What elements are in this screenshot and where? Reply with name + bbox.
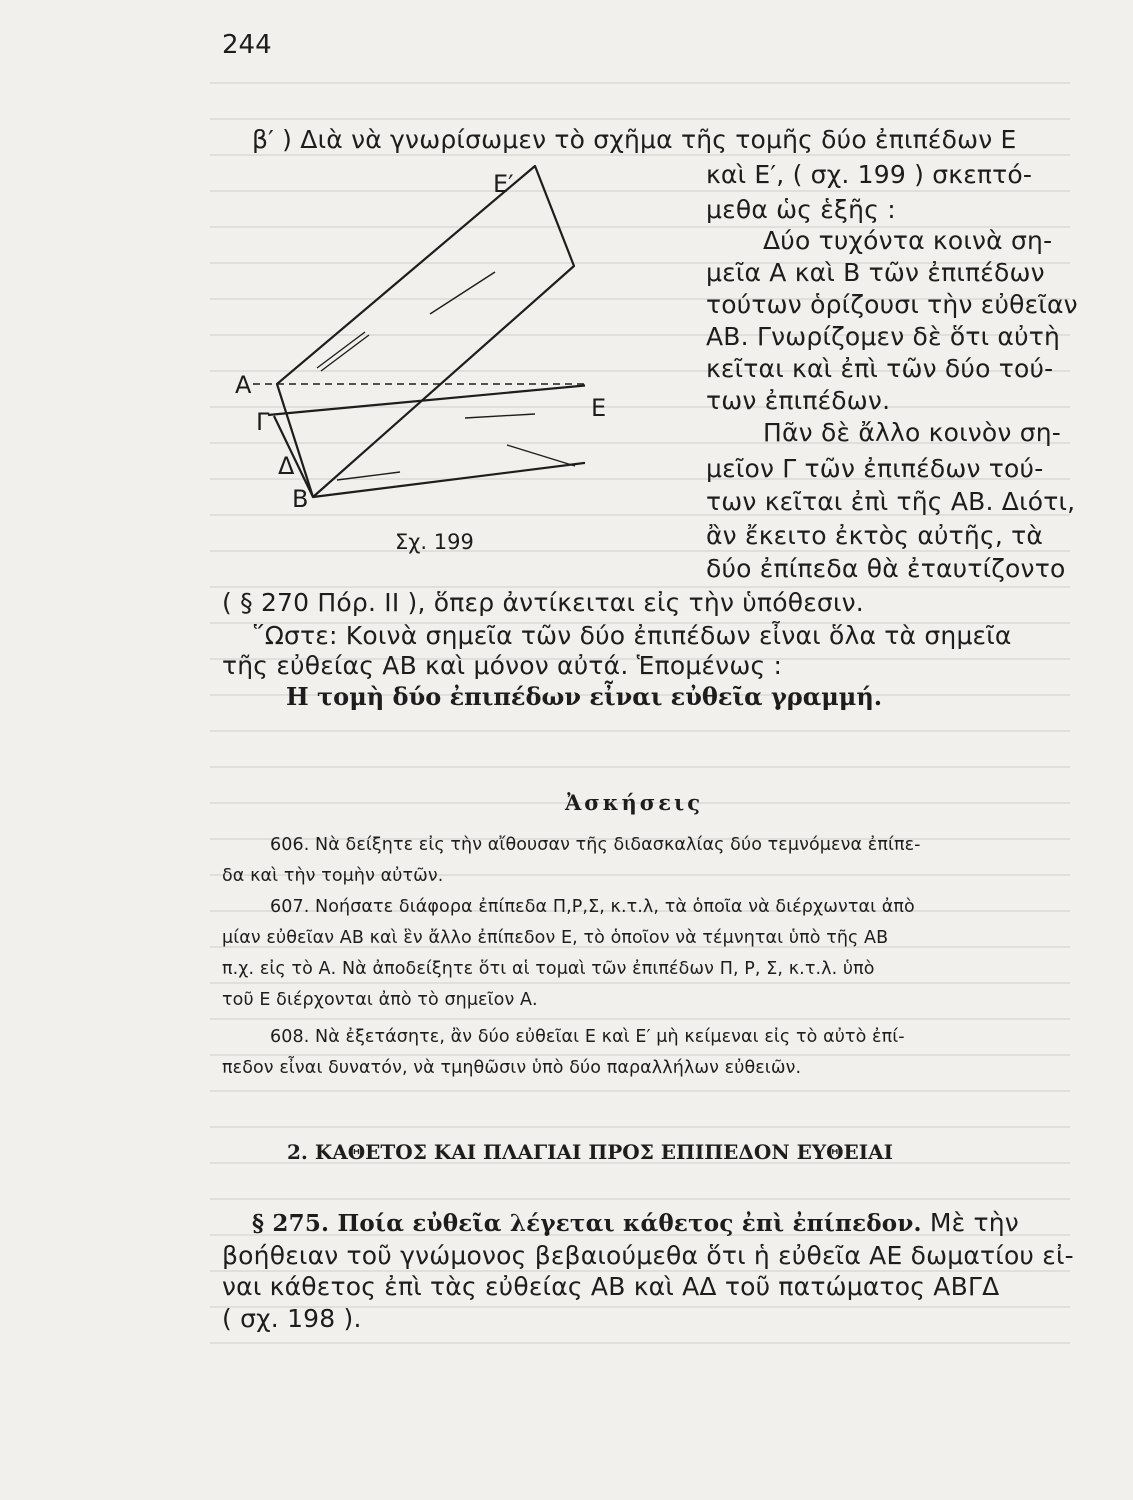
conclusion-statement: Η τομὴ δύο ἐπιπέδων εἶναι εὐθεῖα γραμμή. <box>286 682 883 711</box>
label-g: Γ <box>256 408 270 436</box>
continuation-line-2: ῞Ωστε: Κοινὰ σημεῖα τῶν δύο ἐπιπέδων εἶναι ὅλα τὰ σημεῖα <box>252 621 1012 650</box>
hatch-mark-1 <box>317 332 365 368</box>
intro-line-13: ἂν ἔκειτο ἐκτὸς αὐτῆς, τὰ <box>706 521 1044 550</box>
intro-line-7: ΑΒ. Γνωρίζομεν δὲ ὅτι αὐτὴ <box>706 322 1061 351</box>
intro-line-2: καὶ Ε′, ( σχ. 199 ) σκεπτό- <box>706 160 1033 189</box>
exercise-608-line-1: 608. Νὰ ἐξετάσητε, ἂν δύο εὐθεῖαι Ε καὶ Ε′ μὴ κείμεναι εἰς τὸ αὐτὸ ἐπί- <box>270 1027 905 1047</box>
exercise-606-line-2: δα καὶ τὴν τομὴν αὐτῶν. <box>222 866 444 886</box>
intro-line-8: κεῖται καὶ ἐπὶ τῶν δύο τού- <box>706 354 1054 383</box>
exercises-title: Ἀσκήσεις <box>565 790 703 815</box>
page-number: 244 <box>222 30 272 60</box>
exercise-607-line-4: τοῦ Ε διέρχονται ἀπὸ τὸ σημεῖον Α. <box>222 990 538 1010</box>
intro-line-3: μεθα ὡς ἑξῆς : <box>706 195 896 224</box>
hatch-mark-6 <box>337 472 400 480</box>
section-275-lead: Μὲ τὴν <box>929 1208 1019 1237</box>
exercise-607-line-2: μίαν εὐθεῖαν ΑΒ καὶ ἓν ἄλλο ἐπίπεδον Ε, τὸ ὁποῖον νὰ τέμνηται ὑπὸ τῆς ΑΒ <box>222 928 889 948</box>
intro-line-6: τούτων ὁρίζουσι τὴν εὐθεῖαν <box>706 290 1078 319</box>
section-275-line-2: βοήθειαν τοῦ γνώμονος βεβαιούμεθα ὅτι ἡ εὐθεῖα ΑΕ δωματίου εἰ- <box>222 1241 1074 1270</box>
section-275-line-4: ( σχ. 198 ). <box>222 1304 362 1333</box>
hatch-mark-5 <box>507 445 575 466</box>
hatch-mark-3 <box>430 272 495 314</box>
label-d: Δ <box>278 452 295 480</box>
exercise-608-line-2: πεδον εἶναι δυνατόν, νὰ τμηθῶσιν ὑπὸ δύο παραλλήλων εὐθειῶν. <box>222 1058 802 1078</box>
continuation-line-1: ( § 270 Πόρ. ΙΙ ), ὅπερ ἀντίκειται εἰς τὴν ὑπόθεσιν. <box>222 588 864 617</box>
exercise-606-line-1: 606. Νὰ δείξητε εἰς τὴν αἴθουσαν τῆς διδασκαλίας δύο τεμνόμενα ἐπίπε- <box>270 835 921 855</box>
label-e: Ε <box>591 394 607 422</box>
intro-line-9: των ἐπιπέδων. <box>706 386 891 415</box>
intro-line-10: Πᾶν δὲ ἄλλο κοινὸν ση- <box>763 418 1062 447</box>
plane-e-prime-outline <box>277 166 574 497</box>
intro-line-12: των κεῖται ἐπὶ τῆς ΑΒ. Διότι, <box>706 487 1076 516</box>
section-275-line-3: ναι κάθετος ἐπὶ τὰς εὐθείας ΑΒ καὶ ΑΔ τοῦ πατώματος ΑΒΓΔ <box>222 1272 1000 1301</box>
label-e-prime: Ε′ <box>493 170 514 198</box>
section-heading: 2. ΚΑΘΕΤΟΣ ΚΑΙ ΠΛΑΓΙΑΙ ΠΡΟΣ ΕΠΙΠΕΔΟΝ ΕΥΘΕΙΑΙ <box>287 1140 894 1164</box>
intro-line-5: μεῖα Α καὶ Β τῶν ἐπιπέδων <box>706 258 1045 287</box>
label-b: Β <box>292 485 309 513</box>
intro-line-11: μεῖον Γ τῶν ἐπιπέδων τού- <box>706 454 1044 483</box>
intro-line-1: β′ ) Διὰ νὰ γνωρίσωμεν τὸ σχῆμα τῆς τομῆς δύο ἐπιπέδων Ε <box>252 125 1017 154</box>
figure-caption: Σχ. 199 <box>395 530 474 554</box>
intro-line-14: δύο ἐπίπεδα θὰ ἐταυτίζοντο <box>706 554 1066 583</box>
continuation-line-3: τῆς εὐθείας ΑΒ καὶ μόνον αὐτά. Ἑπομένως : <box>222 651 783 680</box>
intro-line-4: Δύο τυχόντα κοινὰ ση- <box>763 226 1053 255</box>
exercise-607-line-1: 607. Νοήσατε διάφορα ἐπίπεδα Π,Ρ,Σ, κ.τ.λ, τὰ ὁποῖα νὰ διέρχωνται ἀπὸ <box>270 897 915 917</box>
plane-e-outline <box>268 385 585 497</box>
exercise-607-line-3: π.χ. εἰς τὸ Α. Νὰ ἀποδείξητε ὅτι αἱ τομαὶ τῶν ἐπιπέδων Π, Ρ, Σ, κ.τ.λ. ὑπὸ <box>222 959 875 979</box>
section-275-title: § 275. Ποία εὐθεῖα λέγεται κάθετος ἐπὶ ἐπίπεδον. <box>252 1210 922 1237</box>
label-a: Α <box>235 371 252 399</box>
section-275-line-1 <box>252 1208 1019 1237</box>
hatch-mark-4 <box>465 414 535 418</box>
